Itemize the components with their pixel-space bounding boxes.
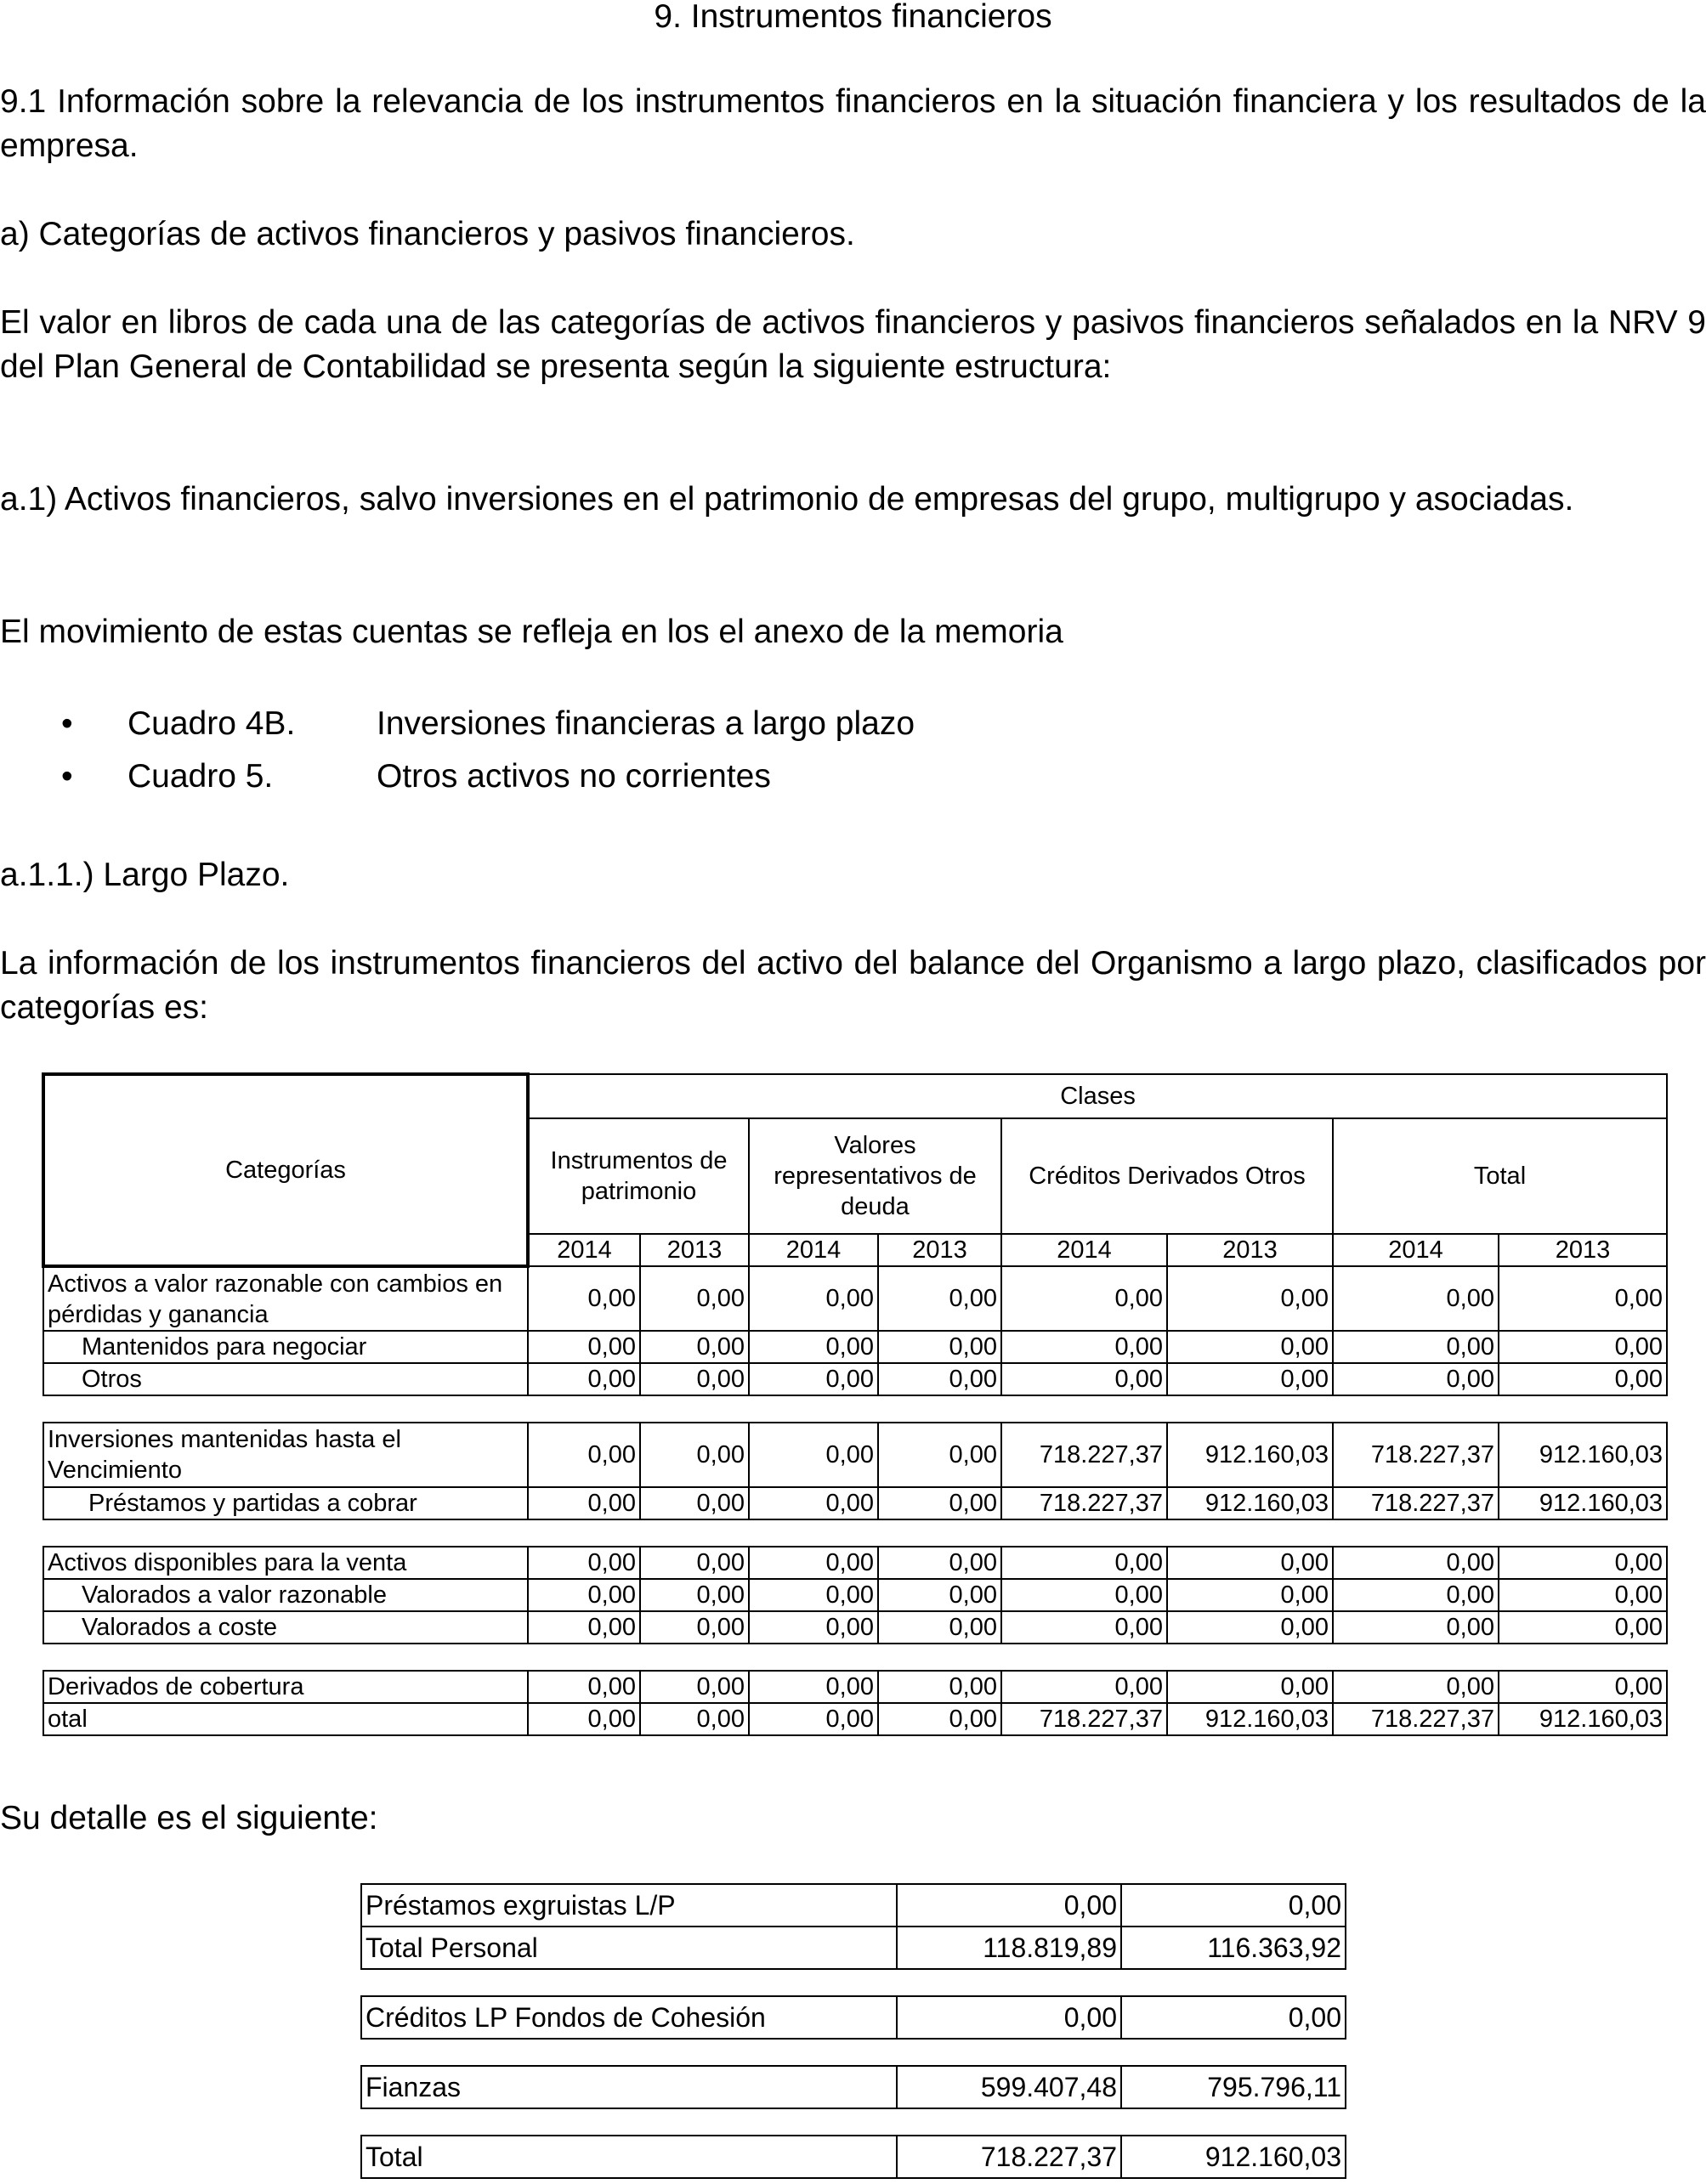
cell-value: 0,00 <box>1333 1611 1499 1644</box>
cell-value: 912.160,03 <box>1167 1703 1333 1735</box>
cell-value: 0,00 <box>1333 1363 1499 1395</box>
cell-value: 0,00 <box>528 1266 640 1331</box>
paragraph-movimiento: El movimiento de estas cuentas se refleja en los el anexo de la memoria <box>0 614 1063 650</box>
cell-value: 0,00 <box>640 1266 749 1331</box>
cell-value: 0,00 <box>749 1579 878 1611</box>
header-year: 2013 <box>640 1234 749 1266</box>
cell-value: 0,00 <box>1499 1363 1667 1395</box>
cell-value: 718.227,37 <box>897 2136 1121 2178</box>
cell-value: 0,00 <box>1167 1331 1333 1363</box>
row-label: Préstamos exgruistas L/P <box>361 1884 897 1927</box>
paragraph-informacion: La información de los instrumentos financieros del activo del balance del Organismo a largo plazo, clasificados por categorías es: <box>0 945 1706 1026</box>
cell-value: 795.796,11 <box>1121 2066 1346 2108</box>
cell-value: 0,00 <box>528 1363 640 1395</box>
cell-value: 0,00 <box>1121 1996 1346 2039</box>
table-row <box>43 1579 1667 1611</box>
cell-value: 0,00 <box>640 1331 749 1363</box>
cell-value: 0,00 <box>1333 1331 1499 1363</box>
cell-value: 0,00 <box>1499 1331 1667 1363</box>
cell-value: 0,00 <box>640 1703 749 1735</box>
cell-value: 0,00 <box>640 1487 749 1519</box>
financial-instruments-table <box>42 1072 1668 1736</box>
bullet-dot-icon: • <box>61 705 73 742</box>
cell-value: 0,00 <box>897 1996 1121 2039</box>
header-categorias: Categorías <box>43 1074 528 1266</box>
bullet-dot-icon: • <box>61 758 73 795</box>
cell-value: 912.160,03 <box>1499 1487 1667 1519</box>
header-year: 2013 <box>878 1234 1001 1266</box>
cell-value: 0,00 <box>528 1423 640 1487</box>
paragraph-9-1: 9.1 Información sobre la relevancia de los instrumentos financieros en la situación financiera y los resultados de la empresa. <box>0 83 1706 164</box>
row-label: Inversiones mantenidas hasta el Vencimiento <box>43 1423 528 1487</box>
row-label: Activos disponibles para la venta <box>43 1547 528 1579</box>
cell-value: 718.227,37 <box>1333 1487 1499 1519</box>
cell-value: 0,00 <box>640 1671 749 1703</box>
paragraph-a1: a.1) Activos financieros, salvo inversiones en el patrimonio de empresas del grupo, multigrupo y asociadas. <box>0 481 1574 518</box>
table-row <box>361 1884 1346 1927</box>
row-label: Fianzas <box>361 2066 897 2108</box>
cell-value: 912.160,03 <box>1499 1703 1667 1735</box>
section-title: 9. Instrumentos financieros <box>654 0 1052 35</box>
cell-value: 912.160,03 <box>1167 1487 1333 1519</box>
cell-value: 0,00 <box>1001 1579 1167 1611</box>
cell-value: 0,00 <box>1001 1547 1167 1579</box>
paragraph-valor-libros: El valor en libros de cada una de las categorías de activos financieros y pasivos financieros señalados en la NRV 9 del Plan General de Contabilidad se presenta según la siguiente estructura: <box>0 304 1706 385</box>
cell-value: 0,00 <box>1001 1266 1167 1331</box>
cell-value: 0,00 <box>878 1266 1001 1331</box>
cell-value: 0,00 <box>640 1579 749 1611</box>
row-label: Total Personal <box>361 1927 897 1969</box>
table-row <box>361 1996 1346 2039</box>
table-row <box>361 2066 1346 2108</box>
header-year: 2014 <box>1001 1234 1167 1266</box>
cell-value: 0,00 <box>528 1671 640 1703</box>
cell-value: 116.363,92 <box>1121 1927 1346 1969</box>
row-label: otal <box>43 1703 528 1735</box>
table-row <box>43 1547 1667 1579</box>
cell-value: 0,00 <box>749 1363 878 1395</box>
cell-value: 0,00 <box>640 1363 749 1395</box>
row-label: Derivados de cobertura <box>43 1671 528 1703</box>
table-row <box>43 1363 1667 1395</box>
cell-value: 0,00 <box>878 1363 1001 1395</box>
paragraph-a: a) Categorías de activos financieros y pasivos financieros. <box>0 216 855 252</box>
cell-value: 0,00 <box>1499 1266 1667 1331</box>
header-year: 2014 <box>528 1234 640 1266</box>
cell-value: 718.227,37 <box>1001 1703 1167 1735</box>
cell-value: 0,00 <box>1167 1671 1333 1703</box>
cell-value: 0,00 <box>749 1547 878 1579</box>
cell-value: 0,00 <box>640 1547 749 1579</box>
cell-value: 0,00 <box>1499 1671 1667 1703</box>
header-group: Total <box>1333 1118 1667 1234</box>
table-row <box>43 1611 1667 1644</box>
cell-value: 0,00 <box>878 1487 1001 1519</box>
cell-value: 0,00 <box>878 1611 1001 1644</box>
cell-value: 0,00 <box>1167 1611 1333 1644</box>
cell-value: 0,00 <box>528 1611 640 1644</box>
cell-value: 0,00 <box>528 1487 640 1519</box>
row-label: Total <box>361 2136 897 2178</box>
cell-value: 718.227,37 <box>1333 1703 1499 1735</box>
row-label: Créditos LP Fondos de Cohesión <box>361 1996 897 2039</box>
cell-value: 0,00 <box>878 1331 1001 1363</box>
cell-value: 718.227,37 <box>1333 1423 1499 1487</box>
cell-value: 0,00 <box>1001 1611 1167 1644</box>
cell-value: 0,00 <box>749 1703 878 1735</box>
table-row <box>361 1927 1346 1969</box>
row-label: Valorados a coste <box>43 1611 528 1644</box>
cell-value: 0,00 <box>1167 1547 1333 1579</box>
cell-value: 118.819,89 <box>897 1927 1121 1969</box>
cell-value: 0,00 <box>640 1611 749 1644</box>
cell-value: 0,00 <box>749 1423 878 1487</box>
cell-value: 0,00 <box>749 1671 878 1703</box>
paragraph-detalle: Su detalle es el siguiente: <box>0 1800 378 1836</box>
bullet-text: Inversiones financieras a largo plazo <box>377 705 915 742</box>
table-row <box>43 1671 1667 1703</box>
cell-value: 0,00 <box>878 1671 1001 1703</box>
cell-value: 0,00 <box>640 1423 749 1487</box>
cell-value: 0,00 <box>1001 1671 1167 1703</box>
cell-value: 0,00 <box>749 1487 878 1519</box>
cell-value: 0,00 <box>749 1331 878 1363</box>
cell-value: 0,00 <box>1333 1671 1499 1703</box>
cell-value: 912.160,03 <box>1499 1423 1667 1487</box>
cell-value: 0,00 <box>749 1611 878 1644</box>
cell-value: 718.227,37 <box>1001 1423 1167 1487</box>
table-row <box>43 1487 1667 1519</box>
cell-value: 0,00 <box>528 1331 640 1363</box>
cell-value: 0,00 <box>878 1423 1001 1487</box>
cell-value: 0,00 <box>1499 1579 1667 1611</box>
bullet-text: Otros activos no corrientes <box>377 758 771 795</box>
cell-value: 0,00 <box>528 1547 640 1579</box>
table-row <box>43 1331 1667 1363</box>
row-label: Préstamos y partidas a cobrar <box>43 1487 528 1519</box>
table-row <box>361 2136 1346 2178</box>
cell-value: 0,00 <box>1167 1363 1333 1395</box>
header-clases: Clases <box>528 1074 1667 1118</box>
cell-value: 0,00 <box>528 1579 640 1611</box>
bullet-label: Cuadro 5. <box>128 758 274 795</box>
detail-table <box>360 1883 1346 2179</box>
cell-value: 0,00 <box>897 1884 1121 1927</box>
cell-value: 0,00 <box>1167 1266 1333 1331</box>
table-row <box>43 1266 1667 1331</box>
cell-value: 0,00 <box>1499 1611 1667 1644</box>
cell-value: 0,00 <box>1001 1331 1167 1363</box>
table-row <box>43 1423 1667 1487</box>
cell-value: 912.160,03 <box>1167 1423 1333 1487</box>
cell-value: 0,00 <box>1499 1547 1667 1579</box>
row-label: Activos a valor razonable con cambios en pérdidas y ganancia <box>43 1266 528 1331</box>
header-group: Valores representativos de deuda <box>749 1118 1001 1234</box>
cell-value: 0,00 <box>878 1547 1001 1579</box>
header-year: 2014 <box>1333 1234 1499 1266</box>
cell-value: 0,00 <box>528 1703 640 1735</box>
header-year: 2013 <box>1499 1234 1667 1266</box>
paragraph-a11: a.1.1.) Largo Plazo. <box>0 857 290 893</box>
header-group: Créditos Derivados Otros <box>1001 1118 1333 1234</box>
cell-value: 0,00 <box>1121 1884 1346 1927</box>
row-label: Otros <box>43 1363 528 1395</box>
cell-value: 0,00 <box>1333 1579 1499 1611</box>
header-year: 2014 <box>749 1234 878 1266</box>
cell-value: 0,00 <box>1001 1363 1167 1395</box>
bullet-label: Cuadro 4B. <box>128 705 296 742</box>
cell-value: 599.407,48 <box>897 2066 1121 2108</box>
cell-value: 718.227,37 <box>1001 1487 1167 1519</box>
header-year: 2013 <box>1167 1234 1333 1266</box>
cell-value: 0,00 <box>1167 1579 1333 1611</box>
cell-value: 0,00 <box>1333 1266 1499 1331</box>
table-row <box>43 1703 1667 1735</box>
cell-value: 0,00 <box>1333 1547 1499 1579</box>
cell-value: 0,00 <box>878 1703 1001 1735</box>
cell-value: 0,00 <box>878 1579 1001 1611</box>
row-label: Valorados a valor razonable <box>43 1579 528 1611</box>
cell-value: 0,00 <box>749 1266 878 1331</box>
header-group: Instrumentos de patrimonio <box>528 1118 749 1234</box>
row-label: Mantenidos para negociar <box>43 1331 528 1363</box>
cell-value: 912.160,03 <box>1121 2136 1346 2178</box>
